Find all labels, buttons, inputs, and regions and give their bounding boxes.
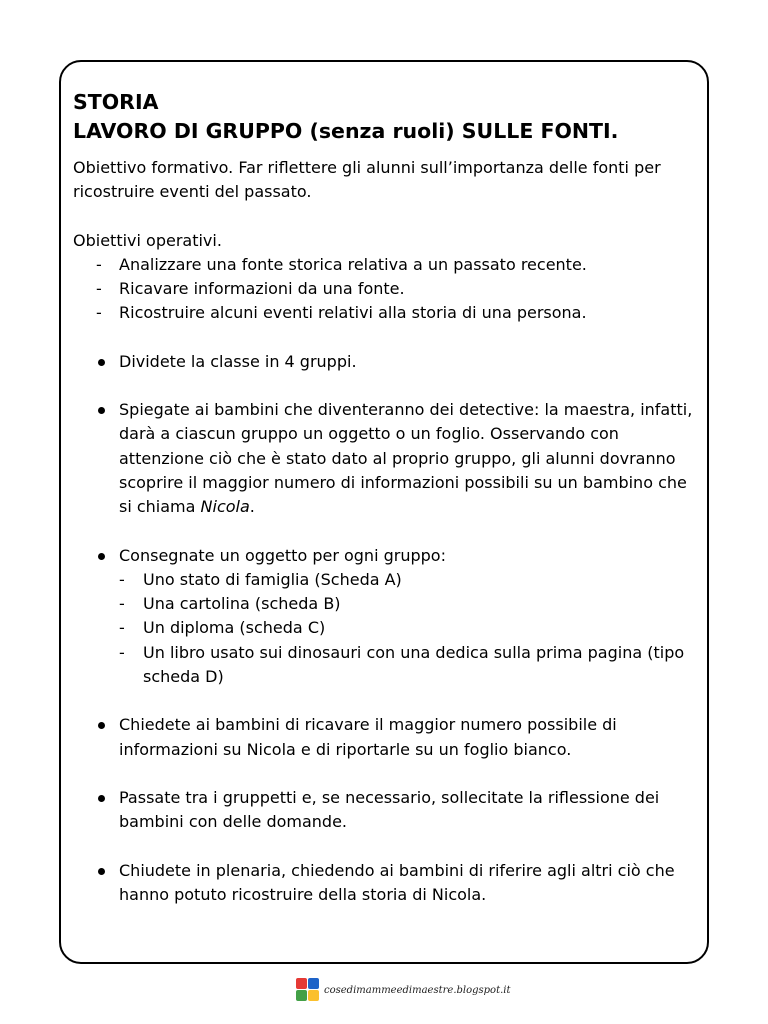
step-deliver: Consegnate un oggetto per ogni gruppo: - Uno stato di famiglia (Scheda A) - Una cartolina (scheda B) - Un diploma (scheda C) - Un libro usato sui dinosauri con una dedica sulla prima pagina (tipo scheda D) — [73, 544, 703, 690]
list-item: - Analizzare una fonte storica relativa a un passato recente. — [96, 254, 587, 274]
title-line-2: LAVORO DI GRUPPO (senza ruoli) SULLE FONTI. — [73, 119, 619, 143]
list-item: - Un libro usato sui dinosauri con una dedica sulla prima pagina (tipo scheda D) — [119, 642, 685, 687]
step-divide: Dividete la classe in 4 gruppi. — [73, 350, 703, 374]
bullet-icon — [98, 359, 105, 366]
puzzle-pieces-icon — [296, 978, 320, 1002]
objective-formative: Obiettivo formativo. Far riflettere gli alunni sull’importanza delle fonti per ricostruire eventi del passato. — [73, 158, 661, 202]
footer — [296, 977, 511, 1003]
objectives-operative-label: Obiettivi operativi. — [73, 230, 222, 250]
step-pass: Passate tra i gruppetti e, se necessario, sollecitate la riflessione dei bambini con delle domande. — [73, 786, 703, 835]
bullet-icon — [98, 407, 105, 414]
deliver-items-list — [119, 568, 703, 689]
bullet-icon — [98, 553, 105, 560]
footer-site-link[interactable]: cosedimammeedimaestre.blogspot.it — [324, 984, 511, 996]
step-explain: Spiegate ai bambini che diventeranno dei detective: la maestra, infatti, darà a ciascun gruppo un oggetto o un foglio. Osservando con attenzione ciò che è stato dato al proprio gruppo, gli alunni dovranno scoprire il maggior numero di informazioni possibili su un bambino che si chiama Nicola. — [73, 398, 703, 519]
operative-list — [73, 253, 703, 326]
steps-list — [73, 350, 703, 907]
name-nicola: Nicola — [200, 497, 250, 517]
step-ask: Chiedete ai bambini di ricavare il maggior numero possibile di informazioni su Nicola e di riportarle su un foglio bianco. — [73, 713, 703, 762]
document-body — [73, 88, 703, 907]
step-close: Chiudete in plenaria, chiedendo ai bambini di riferire agli altri ciò che hanno potuto ricostruire della storia di Nicola. — [73, 859, 703, 908]
list-item: - Un diploma (scheda C) — [119, 618, 326, 638]
list-item: - Ricavare informazioni da una fonte. — [96, 279, 405, 299]
list-item: - Ricostruire alcuni eventi relativi alla storia di una persona. — [96, 303, 587, 323]
list-item: - Uno stato di famiglia (Scheda A) — [119, 569, 402, 589]
bullet-icon — [98, 868, 105, 875]
title-line-1: STORIA — [73, 90, 159, 114]
bullet-icon — [98, 722, 105, 729]
document-title — [73, 88, 703, 146]
bullet-icon — [98, 795, 105, 802]
list-item: - Una cartolina (scheda B) — [119, 594, 341, 614]
